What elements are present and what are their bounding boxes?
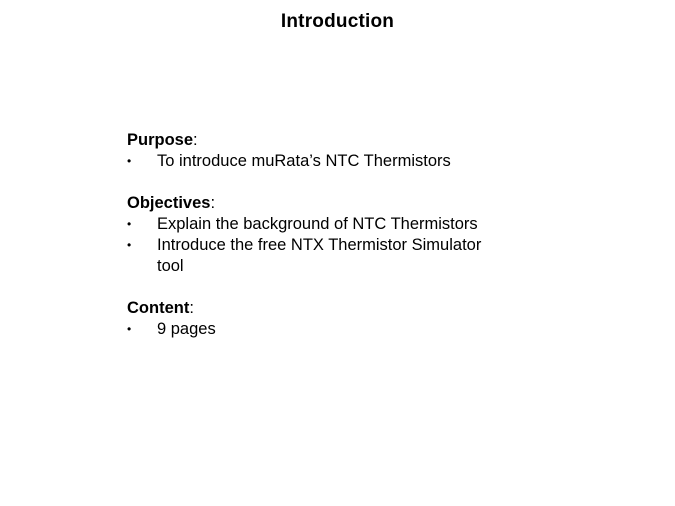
section-purpose — [127, 130, 647, 172]
bullet-text: 9 pages — [157, 320, 216, 338]
heading-text: Objectives — [127, 194, 211, 212]
list-item — [127, 151, 647, 172]
section-heading — [127, 130, 647, 151]
bullet-list — [127, 214, 647, 277]
slide-title: Introduction — [280, 11, 395, 32]
list-item — [127, 319, 647, 340]
bullet-text: Introduce the free NTX Thermistor Simulator tool — [157, 236, 482, 275]
bullet-icon: • — [127, 322, 132, 336]
bullet-list — [127, 319, 647, 340]
section-content — [127, 298, 647, 340]
list-item — [127, 214, 647, 235]
bullet-icon: • — [127, 154, 132, 168]
slide-content — [127, 130, 647, 361]
heading-colon: : — [193, 131, 198, 149]
section-heading — [127, 298, 647, 319]
bullet-icon: • — [127, 238, 132, 252]
heading-colon: : — [210, 194, 216, 212]
section-objectives — [127, 193, 647, 277]
heading-text: Purpose — [127, 131, 194, 149]
bullet-text: To introduce muRata’s NTC Thermistors — [157, 152, 451, 170]
list-item — [127, 235, 487, 277]
bullet-text: Explain the background of NTC Thermistors — [157, 215, 478, 233]
bullet-icon: • — [127, 217, 132, 231]
bullet-list — [127, 151, 647, 172]
heading-colon: : — [189, 299, 194, 317]
section-heading — [127, 193, 647, 214]
heading-text: Content — [127, 299, 190, 317]
